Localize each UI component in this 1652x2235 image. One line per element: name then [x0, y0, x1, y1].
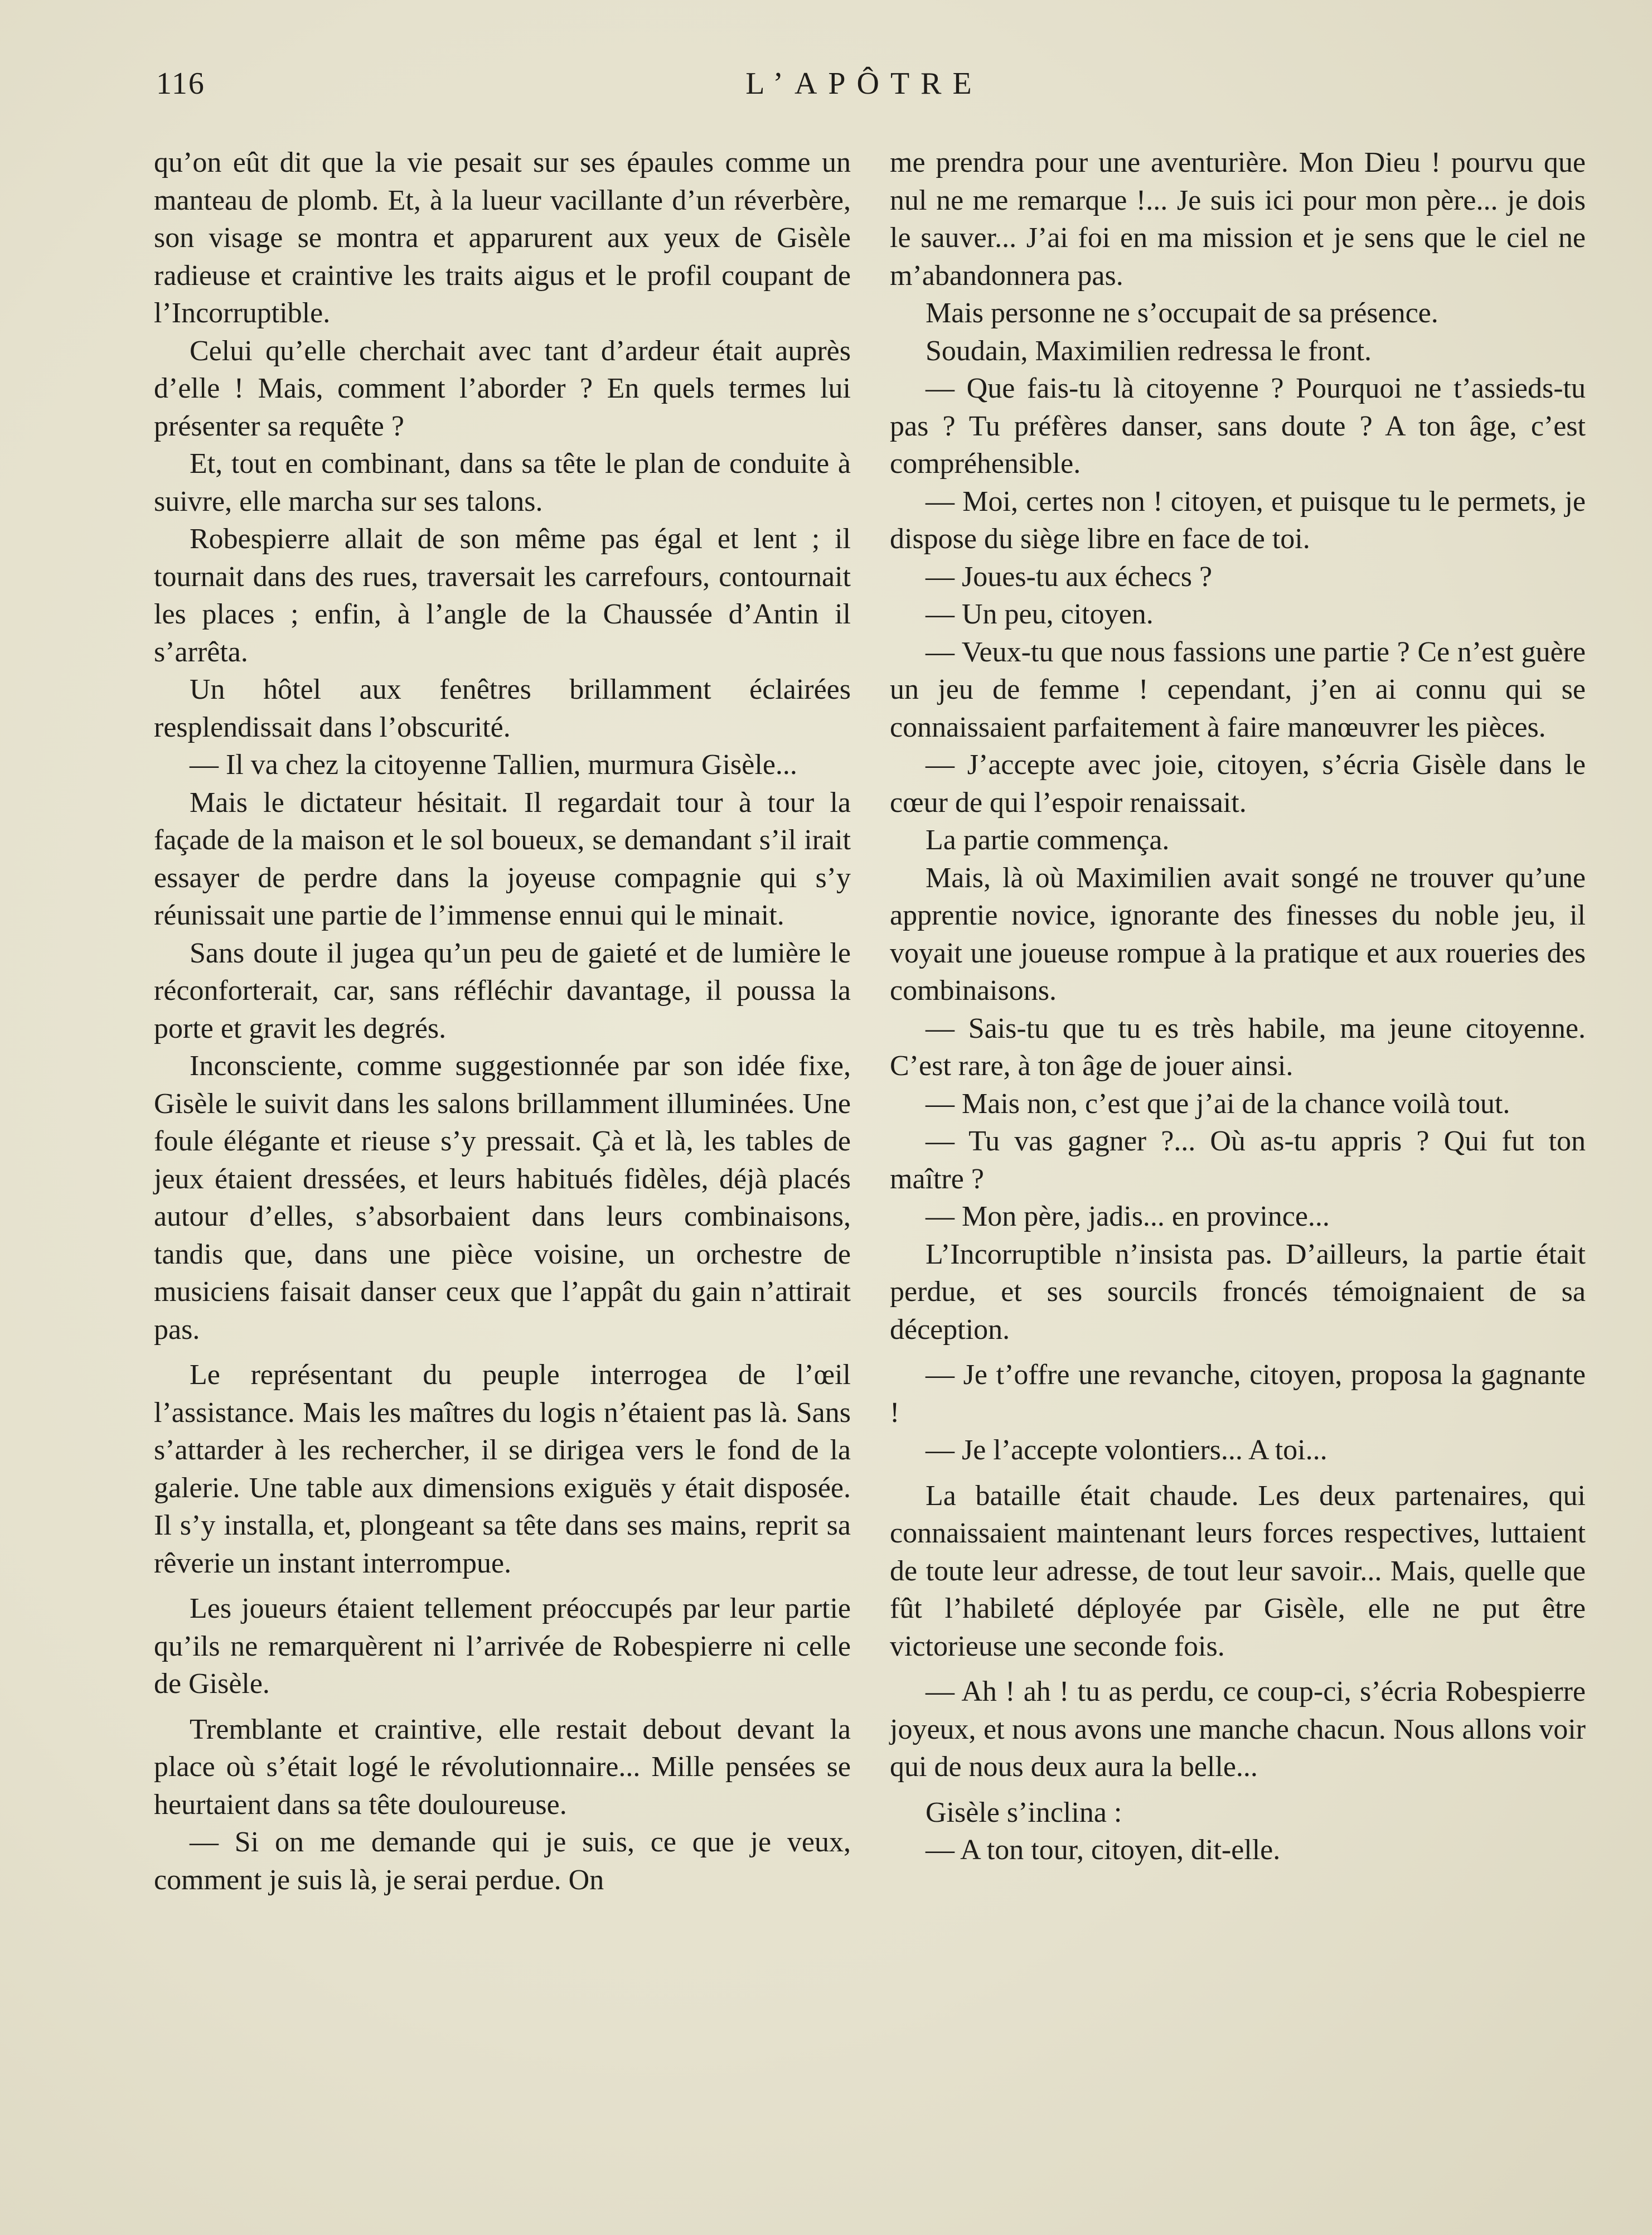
paragraph: Tremblante et craintive, elle restait debout devant la place où s’était logé le révolutionnaire... Mille pensées se heurtaient dans sa tête douloureuse. [154, 1713, 851, 1821]
paragraph: Mais, là où Maximilien avait songé ne trouver qu’une apprentie novice, ignorante des finesses du noble jeu, il voyait une joueuse rompue à la pratique et aux roueries des combinaisons. [890, 862, 1586, 1007]
paragraph: — J’accepte avec joie, citoyen, s’écria Gisèle dans le cœur de qui l’espoir renaissait. [890, 749, 1586, 819]
paragraph: Celui qu’elle cherchait avec tant d’ardeur était auprès d’elle ! Mais, comment l’aborder ? En quels termes lui présenter sa requête ? [154, 335, 851, 442]
running-title: L’APÔTRE [745, 66, 983, 101]
paragraph: Le représentant du peuple interrogea de l’œil l’assistance. Mais les maîtres du logis n’étaient pas là. Sans s’attarder à les rechercher, il se dirigea vers le fond de la galerie. Une table aux dimensions exiguës y était disposée. Il s’y installa, et, plongeant sa tête dans ses mains, reprit sa rêverie un instant interrompue. [154, 1359, 851, 1579]
paragraph: — Si on me demande qui je suis, ce que je veux, comment je suis là, je serai perdue. On [154, 1826, 851, 1896]
paragraph: — Sais-tu que tu es très habile, ma jeune citoyenne. C’est rare, à ton âge de jouer ainsi. [890, 1012, 1586, 1082]
running-head [156, 66, 1572, 116]
paragraph: Les joueurs étaient tellement préoccupés par leur partie qu’ils ne remarquèrent ni l’arrivée de Robespierre ni celle de Gisèle. [154, 1593, 851, 1700]
paragraph: me prendra pour une aventurière. Mon Dieu ! pourvu que nul ne me remarque !... Je suis ici pour mon père... je dois le sauver... J’ai foi en ma mission et je sens que le ciel ne m’abandonnera pas. [890, 147, 1586, 292]
paragraph: — Je t’offre une revanche, citoyen, proposa la gagnante ! [890, 1359, 1586, 1429]
paragraph: L’Incorruptible n’insista pas. D’ailleurs, la partie était perdue, et ses sourcils froncés témoignaient de sa déception. [890, 1238, 1586, 1346]
paragraph: — Je l’accepte volontiers... A toi... [926, 1434, 1328, 1466]
paragraph: — Que fais-tu là citoyenne ? Pourquoi ne t’assieds-tu pas ? Tu préfères danser, sans doute ? A ton âge, c’est compréhensible. [890, 373, 1586, 480]
paragraph: Soudain, Maximilien redressa le front. [926, 335, 1372, 367]
paragraph: La bataille était chaude. Les deux partenaires, qui connaissaient maintenant leurs forces respectives, luttaient de toute leur adresse, de tout leur savoir... Mais, quelle que fût l’habileté déployée par Gisèle, elle ne put être victorieuse une seconde fois. [890, 1479, 1586, 1662]
paragraph: — Tu vas gagner ?... Où as-tu appris ? Qui fut ton maître ? [890, 1125, 1586, 1195]
left-text-column [154, 144, 851, 1899]
paragraph: — Joues-tu aux échecs ? [926, 560, 1213, 593]
paragraph: Mais personne ne s’occupait de sa présence. [926, 297, 1438, 329]
right-text-column [890, 144, 1586, 1869]
paragraph: qu’on eût dit que la vie pesait sur ses épaules comme un manteau de plomb. Et, à la lueur vacillante d’un réverbère, son visage se montra et apparurent aux yeux de Gisèle radieuse et craintive les traits aigus et le profil coupant de l’Incorruptible. [154, 147, 851, 329]
paragraph: — Il va chez la citoyenne Tallien, murmura Gisèle... [190, 749, 797, 781]
paragraph: — Moi, certes non ! citoyen, et puisque tu le permets, je dispose du siège libre en face de toi. [890, 485, 1586, 555]
paragraph: — Veux-tu que nous fassions une partie ? Ce n’est guère un jeu de femme ! cependant, j’en ai connu qui se connaissaient parfaitement à faire manœuvrer les pièces. [890, 636, 1586, 743]
paragraph: Un hôtel aux fenêtres brillamment éclairées resplendissait dans l’obscurité. [154, 674, 851, 743]
paragraph: Mais le dictateur hésitait. Il regardait tour à tour la façade de la maison et le sol boueux, se demandant s’il irait essayer de perdre dans la joyeuse compagnie qui s’y réunissait une partie de l’immense ennui qui le minait. [154, 786, 851, 931]
paragraph: — Mais non, c’est que j’ai de la chance voilà tout. [926, 1087, 1510, 1120]
paragraph: Robespierre allait de son même pas égal et lent ; il tournait dans des rues, traversait les carrefours, contournait les places ; enfin, à l’angle de la Chaussée d’Antin il s’arrêta. [154, 523, 851, 668]
paragraph: — A ton tour, citoyen, dit-elle. [926, 1834, 1281, 1866]
paragraph: — Mon père, jadis... en province... [926, 1201, 1330, 1232]
paragraph: — Ah ! ah ! tu as perdu, ce coup-ci, s’écria Robespierre joyeux, et nous avons une manche chacun. Nous allons voir qui de nous deux aura la belle... [890, 1676, 1586, 1783]
paragraph: Et, tout en combinant, dans sa tête le plan de conduite à suivre, elle marcha sur ses talons. [154, 448, 851, 517]
paragraph: — Un peu, citoyen. [926, 598, 1154, 630]
paragraph: La partie commença. [926, 824, 1170, 856]
paragraph: Gisèle s’inclina : [926, 1796, 1122, 1828]
page-number: 116 [156, 66, 205, 101]
paragraph: Inconsciente, comme suggestionnée par son idée fixe, Gisèle le suivit dans les salons brillamment illuminées. Une foule élégante et rieuse s’y pressait. Çà et là, les tables de jeux étaient dressées, et leurs habitués fidèles, déjà placés autour d’elles, s’absorbaient dans leurs combinaisons, tandis que, dans une pièce voisine, un orchestre de musiciens faisait danser ceux que l’appât du gain n’attirait pas. [154, 1050, 851, 1346]
paragraph: Sans doute il jugea qu’un peu de gaieté et de lumière le réconforterait, car, sans réfléchir davantage, il poussa la porte et gravit les degrés. [154, 937, 851, 1044]
